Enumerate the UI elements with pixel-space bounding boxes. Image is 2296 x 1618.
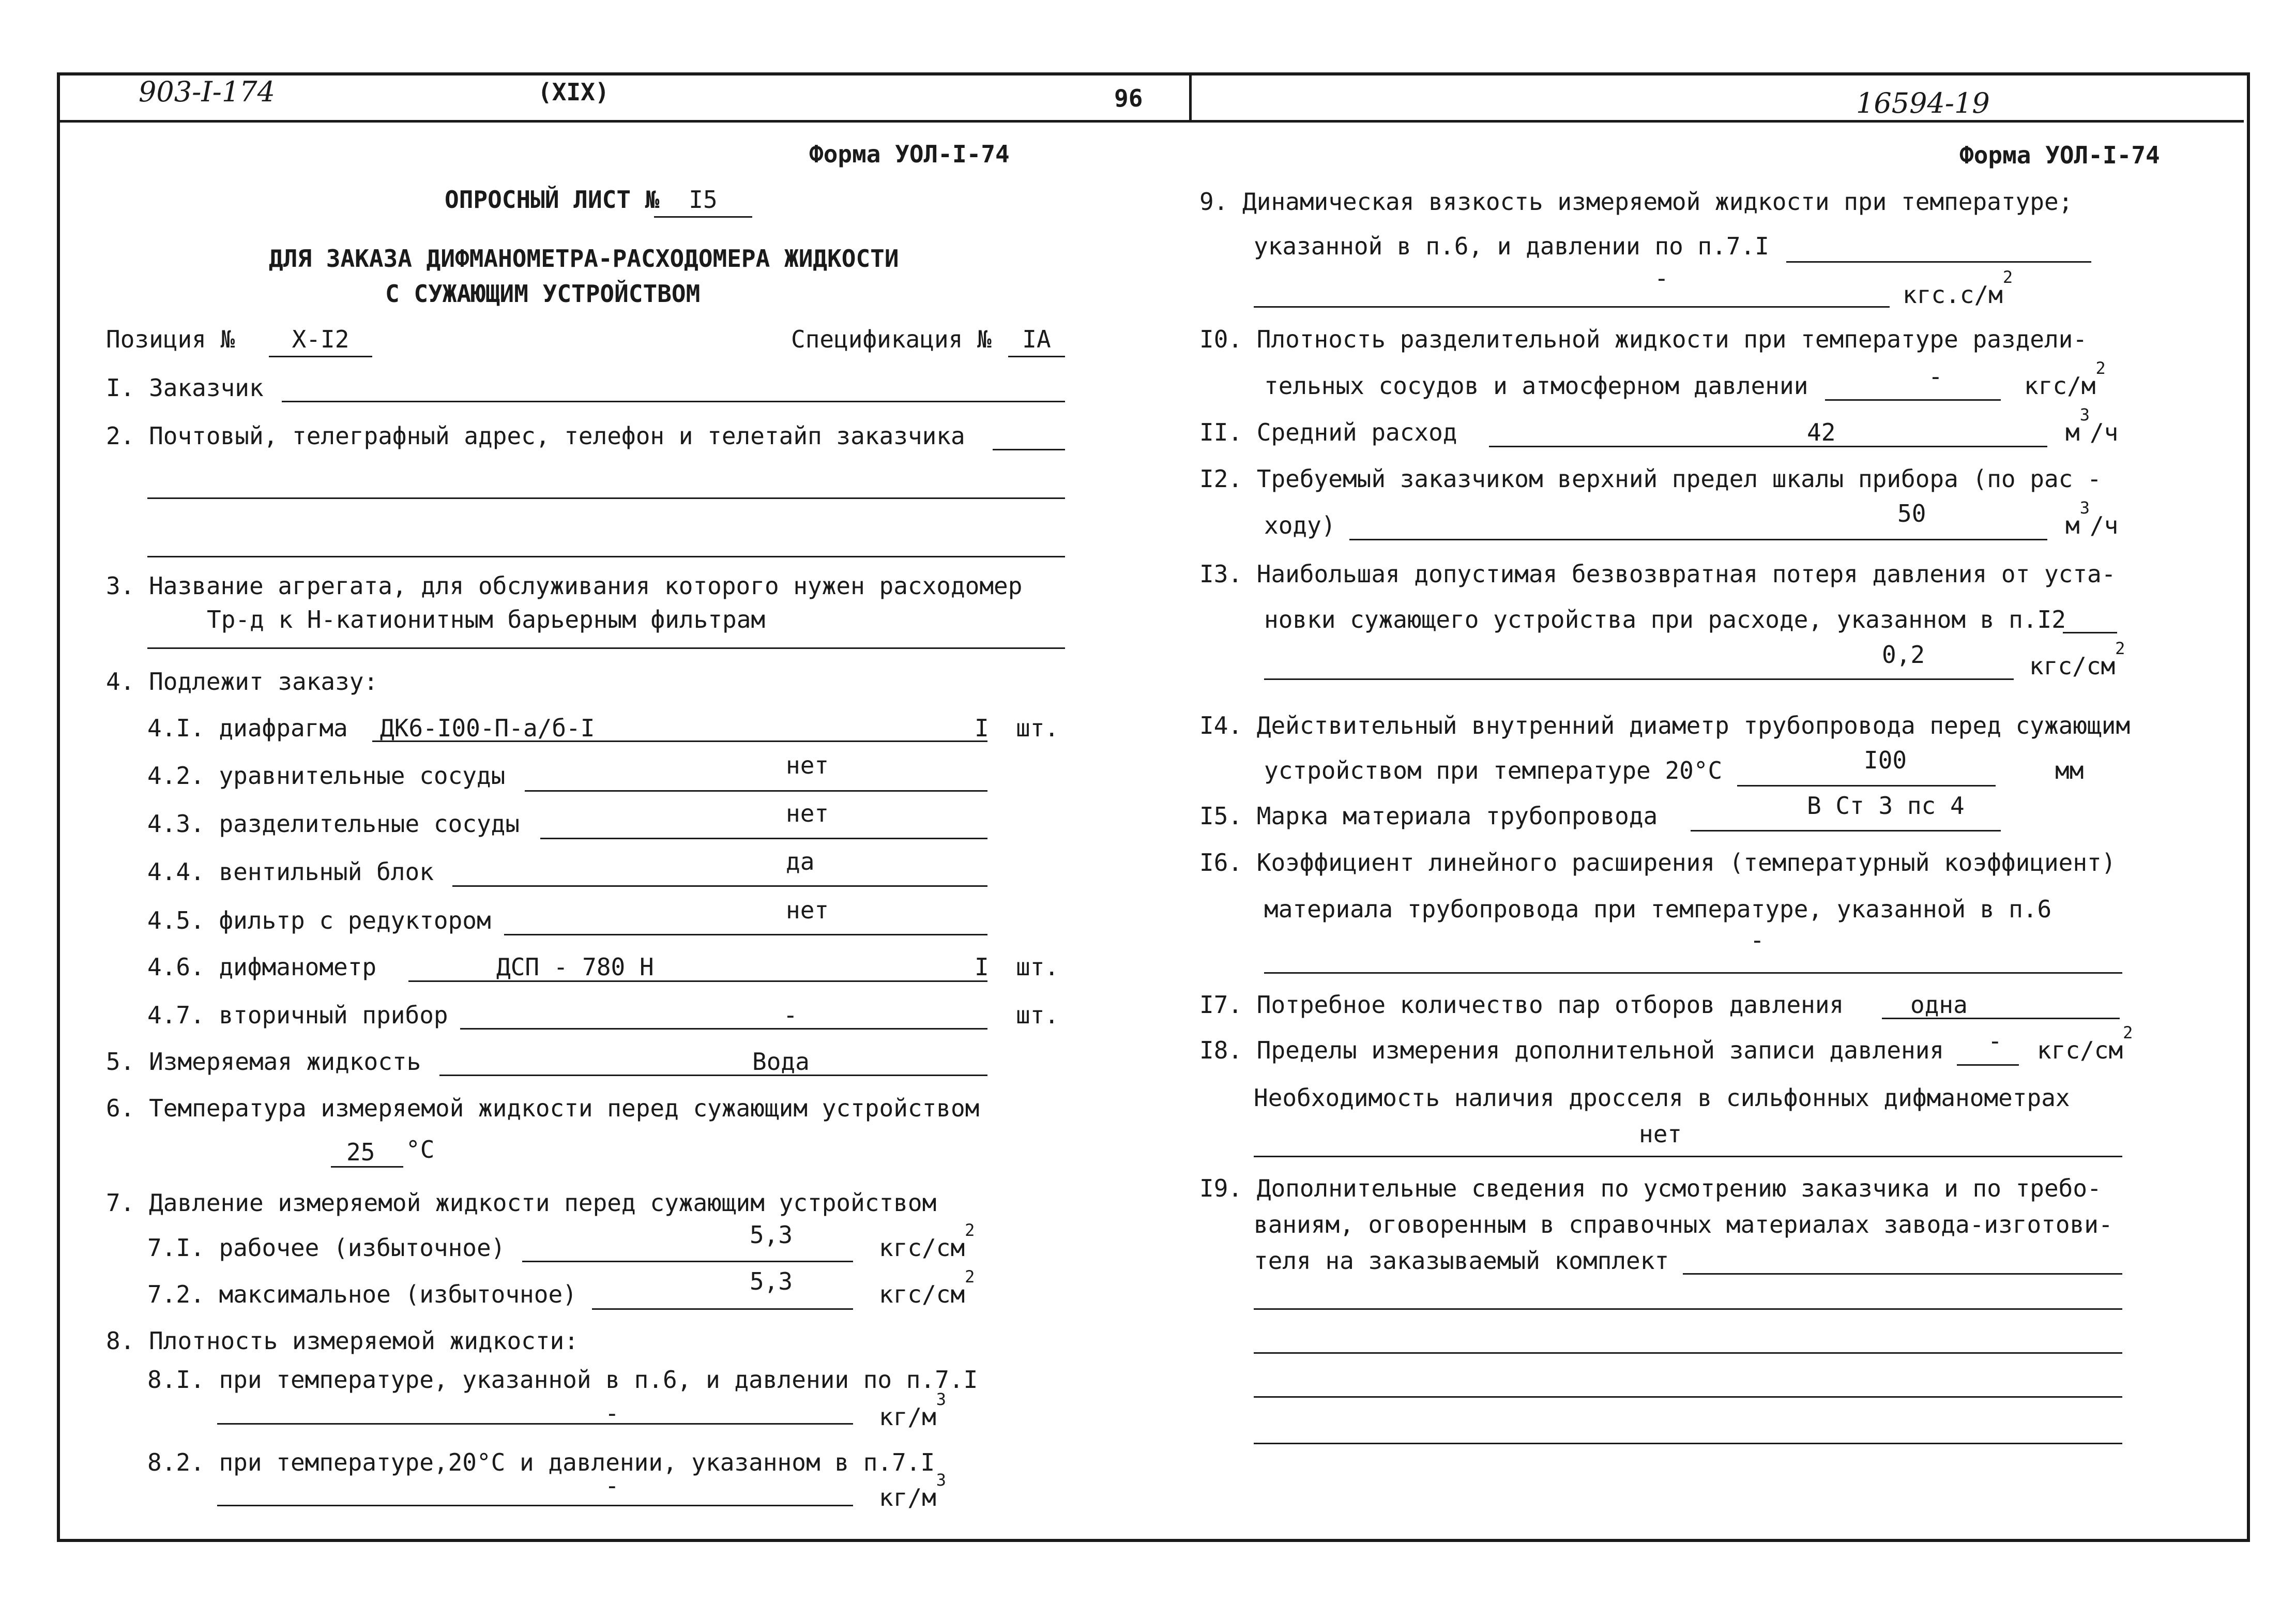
item-4-4-label: 4.4. вентильный блок [147, 858, 434, 886]
item-19-label-cont: ваниям, оговоренным в справочных материалах завода-изготови- [1254, 1211, 2113, 1238]
item-11-label: II. Средний расход [1199, 418, 1457, 446]
item-9-label-cont: указанной в п.6, и давлении по п.7.I [1254, 232, 1769, 260]
item-18-unit: кгс/$см^2$ [2037, 1023, 2133, 1064]
underline [1008, 356, 1065, 357]
doc-code: 903-I-174 [139, 75, 275, 108]
underline [1254, 1443, 2122, 1444]
questionnaire-title: ОПРОСНЫЙ ЛИСТ № [445, 186, 660, 214]
item-4-5-label: 4.5. фильтр с редуктором [147, 906, 491, 934]
spec-label: Спецификация № [791, 325, 992, 353]
item-4-7-label: 4.7. вторичный прибор [147, 1001, 448, 1029]
item-8-2-label: 8.2. при температуре,20°С и давлении, указанном в п.7.I [147, 1448, 935, 1476]
item-4-1-qty: I [975, 714, 989, 742]
item-13-label: I3. Наибольшая допустимая безвозвратная потеря давления от уста- [1199, 560, 2116, 588]
item-5-value: Вода [752, 1048, 810, 1076]
item-16-label-cont: материала трубопровода при температуре, указанной в п.6 [1264, 895, 2052, 923]
item-14-label: I4. Действительный внутренний диаметр трубопровода перед сужающим [1199, 712, 2131, 739]
underline [439, 1075, 987, 1076]
item-13-unit: кгс/$см^2$ [2029, 639, 2125, 680]
item-6-value: 25 [346, 1138, 375, 1166]
questionnaire-number: I5 [689, 186, 718, 214]
subtitle: С СУЖАЮЩИМ УСТРОЙСТВОМ [385, 280, 701, 308]
item-4-3-label: 4.3. разделительные сосуды [147, 810, 520, 838]
underline [452, 885, 987, 887]
item-4-6-label: 4.6. дифманометр [147, 953, 377, 981]
position-value: Х-I2 [292, 325, 349, 353]
item-7-2-value: 5,3 [750, 1267, 793, 1295]
item-19-label-cont: теля на заказываемый комплект [1254, 1247, 1669, 1275]
underline [147, 497, 1065, 499]
underline [282, 401, 1065, 402]
item-4-4-value: да [786, 848, 815, 875]
item-2-label: 2. Почтовый, телеграфный адрес, телефон и телетайп заказчика [106, 422, 965, 450]
position-label: Позиция № [106, 325, 235, 353]
item-10-label: I0. Плотность разделительной жидкости при температуре раздели- [1199, 325, 2088, 353]
underline [654, 216, 752, 218]
underline [540, 838, 987, 839]
item-10-unit: кгс/$м^2$ [2024, 358, 2106, 400]
underline [331, 1166, 403, 1168]
item-4-2-label: 4.2. уравнительные сосуды [147, 762, 506, 790]
item-5-label: 5. Измеряемая жидкость [106, 1048, 421, 1076]
underline [217, 1423, 853, 1425]
underline [1786, 261, 2091, 263]
item-9-value: - [1654, 264, 1669, 292]
underline [147, 647, 1065, 649]
underline [1349, 539, 2047, 540]
underline [592, 1308, 853, 1310]
underline [269, 356, 372, 357]
underline [1264, 972, 2122, 974]
underline [1737, 785, 1996, 787]
underline [993, 449, 1065, 450]
item-16-label: I6. Коэффициент линейного расширения (температурный коэффициент) [1199, 849, 2116, 876]
item-10-value: - [1928, 362, 1943, 390]
underline [522, 1261, 853, 1262]
item-11-value: 42 [1807, 418, 1836, 446]
underline [1882, 1018, 2120, 1019]
item-18-throttle-label: Необходимость наличия дросселя в сильфонных дифманометрах [1254, 1084, 2070, 1112]
item-4-7-value: - [783, 1001, 798, 1029]
underline [372, 740, 987, 742]
item-16-value: - [1750, 926, 1765, 954]
underline [1691, 830, 2001, 831]
underline [1254, 306, 1890, 308]
underline [1489, 446, 2047, 447]
unit-pieces: шт. [1016, 714, 1059, 742]
item-4-1-value: ДК6-I00-П-а/б-I [380, 714, 595, 742]
item-12-label-cont: ходу) [1264, 511, 1336, 539]
item-10-label-cont: тельных сосудов и атмосферном давлении [1264, 372, 1808, 400]
unit-pieces: шт. [1016, 1001, 1059, 1029]
underline [147, 556, 1065, 557]
underline [1254, 1396, 2122, 1398]
item-3-label: 3. Название агрегата, для обслуживания которого нужен расходомер [106, 572, 1023, 600]
item-13-label-cont: новки сужающего устройства при расходе, указанном в п.I2 [1264, 606, 2066, 633]
item-4-2-value: нет [786, 751, 829, 779]
underline [1254, 1308, 2122, 1310]
underline [217, 1505, 853, 1506]
item-8-2-value: - [605, 1472, 619, 1500]
item-19-label: I9. Дополнительные сведения по усмотрению заказчика и по требо- [1199, 1174, 2102, 1202]
item-15-value: В Ст 3 пс 4 [1807, 792, 1965, 820]
item-14-value: I00 [1864, 746, 1907, 774]
item-7-label: 7. Давление измеряемой жидкости перед сужающим устройством [106, 1189, 937, 1217]
item-1-label: I. Заказчик [106, 374, 264, 402]
item-6-label: 6. Температура измеряемой жидкости перед сужающим устройством [106, 1094, 980, 1122]
item-8-label: 8. Плотность измеряемой жидкости: [106, 1327, 579, 1355]
item-18-label: I8. Пределы измерения дополнительной записи давления [1199, 1036, 1944, 1064]
spec-value: IА [1022, 325, 1051, 353]
page-number: 96 [1114, 84, 1143, 112]
item-17-value: одна [1910, 991, 1968, 1019]
item-12-value: 50 [1897, 500, 1926, 527]
item-14-unit: мм [2055, 757, 2084, 784]
item-13-value: 0,2 [1882, 641, 1925, 669]
unit-density: $кг/м^3$ [879, 1389, 947, 1431]
header-rule [60, 120, 2244, 123]
item-9-label: 9. Динамическая вязкость измеряемой жидкости при температуре; [1199, 188, 2073, 216]
item-4-3-value: нет [786, 799, 829, 827]
form-label-right: Форма УОЛ-I-74 [1959, 141, 2160, 169]
item-7-2-label: 7.2. максимальное (избыточное) [147, 1280, 577, 1308]
item-4-1-label: 4.I. диафрагма [147, 714, 348, 742]
unit-pieces: шт. [1016, 953, 1059, 981]
item-8-1-value: - [605, 1399, 619, 1427]
item-4-6-value: ДСП - 780 Н [496, 953, 654, 981]
item-15-label: I5. Марка материала трубопровода [1199, 802, 1658, 830]
underline [525, 790, 987, 792]
item-6-unit: °С [406, 1136, 435, 1163]
item-4-5-value: нет [786, 896, 829, 924]
underline [1957, 1064, 2019, 1066]
item-3-value: Тр-д к Н-катионитным барьерным фильтрам [207, 606, 766, 633]
archive-number: 16594-19 [1856, 87, 1990, 119]
unit-pressure: кгс/$см^2$ [879, 1220, 975, 1262]
item-18-throttle-value: нет [1639, 1120, 1682, 1148]
item-14-label-cont: устройством при температуре 20°С [1264, 757, 1723, 784]
item-17-label: I7. Потребное количество пар отборов давления [1199, 991, 1844, 1019]
unit-density: $кг/м^3$ [879, 1470, 947, 1511]
item-8-1-label: 8.I. при температуре, указанной в п.6, и давлении по п.7.I [147, 1366, 978, 1394]
underline [504, 934, 987, 935]
underline [2063, 632, 2117, 633]
item-7-1-label: 7.I. рабочее (избыточное) [147, 1234, 506, 1262]
unit-flow: $м^3/ч$ [2065, 405, 2119, 446]
underline [1825, 399, 2001, 401]
header-divider [1189, 72, 1192, 120]
item-9-unit: $кгс.с/м^2$ [1903, 267, 2013, 309]
form-label-left: Форма УОЛ-I-74 [809, 140, 1010, 168]
underline [1264, 678, 2014, 680]
subtitle: ДЛЯ ЗАКАЗА ДИФМАНОМЕТРА-РАСХОДОМЕРА ЖИДКОСТИ [269, 245, 899, 273]
item-4-6-qty: I [975, 953, 989, 981]
item-4-label: 4. Подлежит заказу: [106, 668, 378, 695]
underline [1254, 1352, 2122, 1354]
underline [1254, 1156, 2122, 1157]
underline [460, 1028, 987, 1030]
item-12-label: I2. Требуемый заказчиком верхний предел шкалы прибора (по рас - [1199, 465, 2102, 493]
album-number: (XIX) [538, 78, 610, 106]
item-18-value: - [1988, 1027, 2002, 1055]
item-7-1-value: 5,3 [750, 1221, 793, 1249]
unit-pressure: кгс/$см^2$ [879, 1267, 975, 1308]
underline [408, 980, 987, 982]
underline [1683, 1273, 2122, 1275]
unit-flow: $м^3/ч$ [2065, 498, 2119, 539]
